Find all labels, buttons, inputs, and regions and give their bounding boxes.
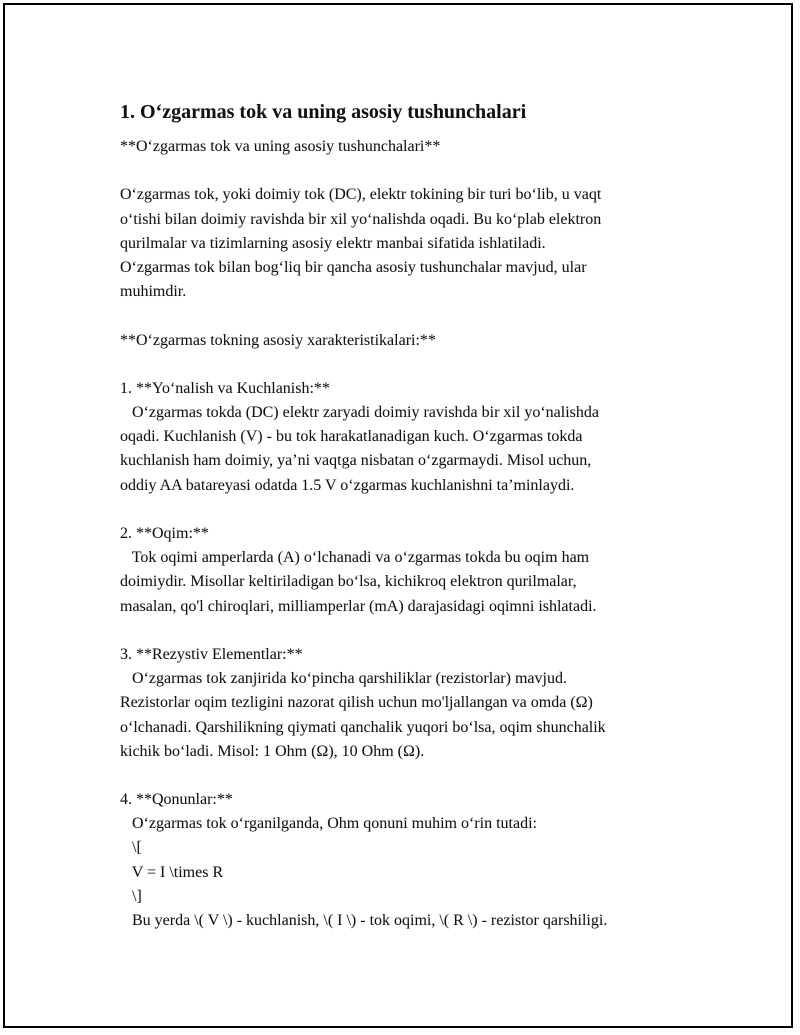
blank-line [120, 159, 690, 183]
text-line: \] [120, 887, 142, 905]
text-line: O‘zgarmas tok, yoki doimiy tok (DC), elektr tokining bir turi bo‘lib, u vaqt [120, 186, 602, 204]
text-line: **O‘zgarmas tokning asosiy xarakteristikalari:** [120, 331, 436, 349]
text-line: V = I \times R [120, 863, 224, 881]
text-line: o‘lchanadi. Qarshilikning qiymati qanchalik yuqori bo‘lsa, oqim shunchalik [120, 718, 606, 736]
document-body [120, 99, 690, 933]
text-line: oqadi. Kuchlanish (V) - bu tok harakatlanadigan kuch. O‘zgarmas tokda [120, 428, 583, 446]
text-line: 1. **Yo‘nalish va Kuchlanish:** [120, 379, 330, 397]
document-page [3, 3, 793, 1028]
text-line: Rezistorlar oqim tezligini nazorat qilish uchun mo'ljallangan va omda (Ω) [120, 694, 593, 712]
text-line: o‘tishi bilan doimiy ravishda bir xil yo‘nalishda oqadi. Bu ko‘plab elektron [120, 210, 602, 228]
text-line: Tok oqimi amperlarda (A) o‘lchanadi va o‘zgarmas tokda bu oqim ham [120, 549, 590, 567]
text-line: masalan, qo'l chiroqlari, milliamperlar (mA) darajasidagi oqimni ishlatadi. [120, 597, 597, 615]
text-line: O‘zgarmas tokda (DC) elektr zaryadi doimiy ravishda bir xil yo‘nalishda [120, 404, 599, 422]
text-line: **O‘zgarmas tok va uning asosiy tushunchalari** [120, 138, 441, 155]
text-line: doimiydir. Misollar keltiriladigan bo‘lsa, kichikroq elektron qurilmalar, [120, 573, 577, 591]
text-line: O‘zgarmas tok o‘rganilganda, Ohm qonuni muhim o‘rin tutadi: [120, 815, 537, 833]
blank-line [120, 498, 690, 522]
text-line: 4. **Qonunlar:** [120, 791, 233, 809]
text-line: oddiy AA batareyasi odatda 1.5 V o‘zgarmas kuchlanishni ta’minlaydi. [120, 476, 575, 494]
blank-line [120, 764, 690, 788]
text-line: qurilmalar va tizimlarning asosiy elektr manbai sifatida ishlatiladi. [120, 234, 546, 252]
text-line: O‘zgarmas tok zanjirida ko‘pincha qarshiliklar (rezistorlar) mavjud. [120, 670, 567, 688]
blank-line [120, 304, 690, 328]
text-line: muhimdir. [120, 283, 187, 301]
text-line: kuchlanish ham doimiy, ya’ni vaqtga nisbatan o‘zgarmaydi. Misol uchun, [120, 452, 592, 470]
text-line: O‘zgarmas tok bilan bog‘liq bir qancha asosiy tushunchalar mavjud, ular [120, 258, 587, 276]
text-line: 3. **Rezystiv Elementlar:** [120, 645, 303, 663]
blank-line [120, 619, 690, 643]
blank-line [120, 353, 690, 377]
section-heading: 1. O‘zgarmas tok va uning asosiy tushunchalari [120, 101, 527, 123]
text-line: 2. **Oqim:** [120, 525, 209, 542]
text-line: \[ [120, 839, 142, 857]
document-text [120, 135, 690, 933]
text-line: kichik bo‘ladi. Misol: 1 Ohm (Ω), 10 Ohm (Ω). [120, 742, 425, 760]
text-line: Bu yerda \( V \) - kuchlanish, \( I \) - tok oqimi, \( R \) - rezistor qarshiligi. [120, 912, 608, 929]
